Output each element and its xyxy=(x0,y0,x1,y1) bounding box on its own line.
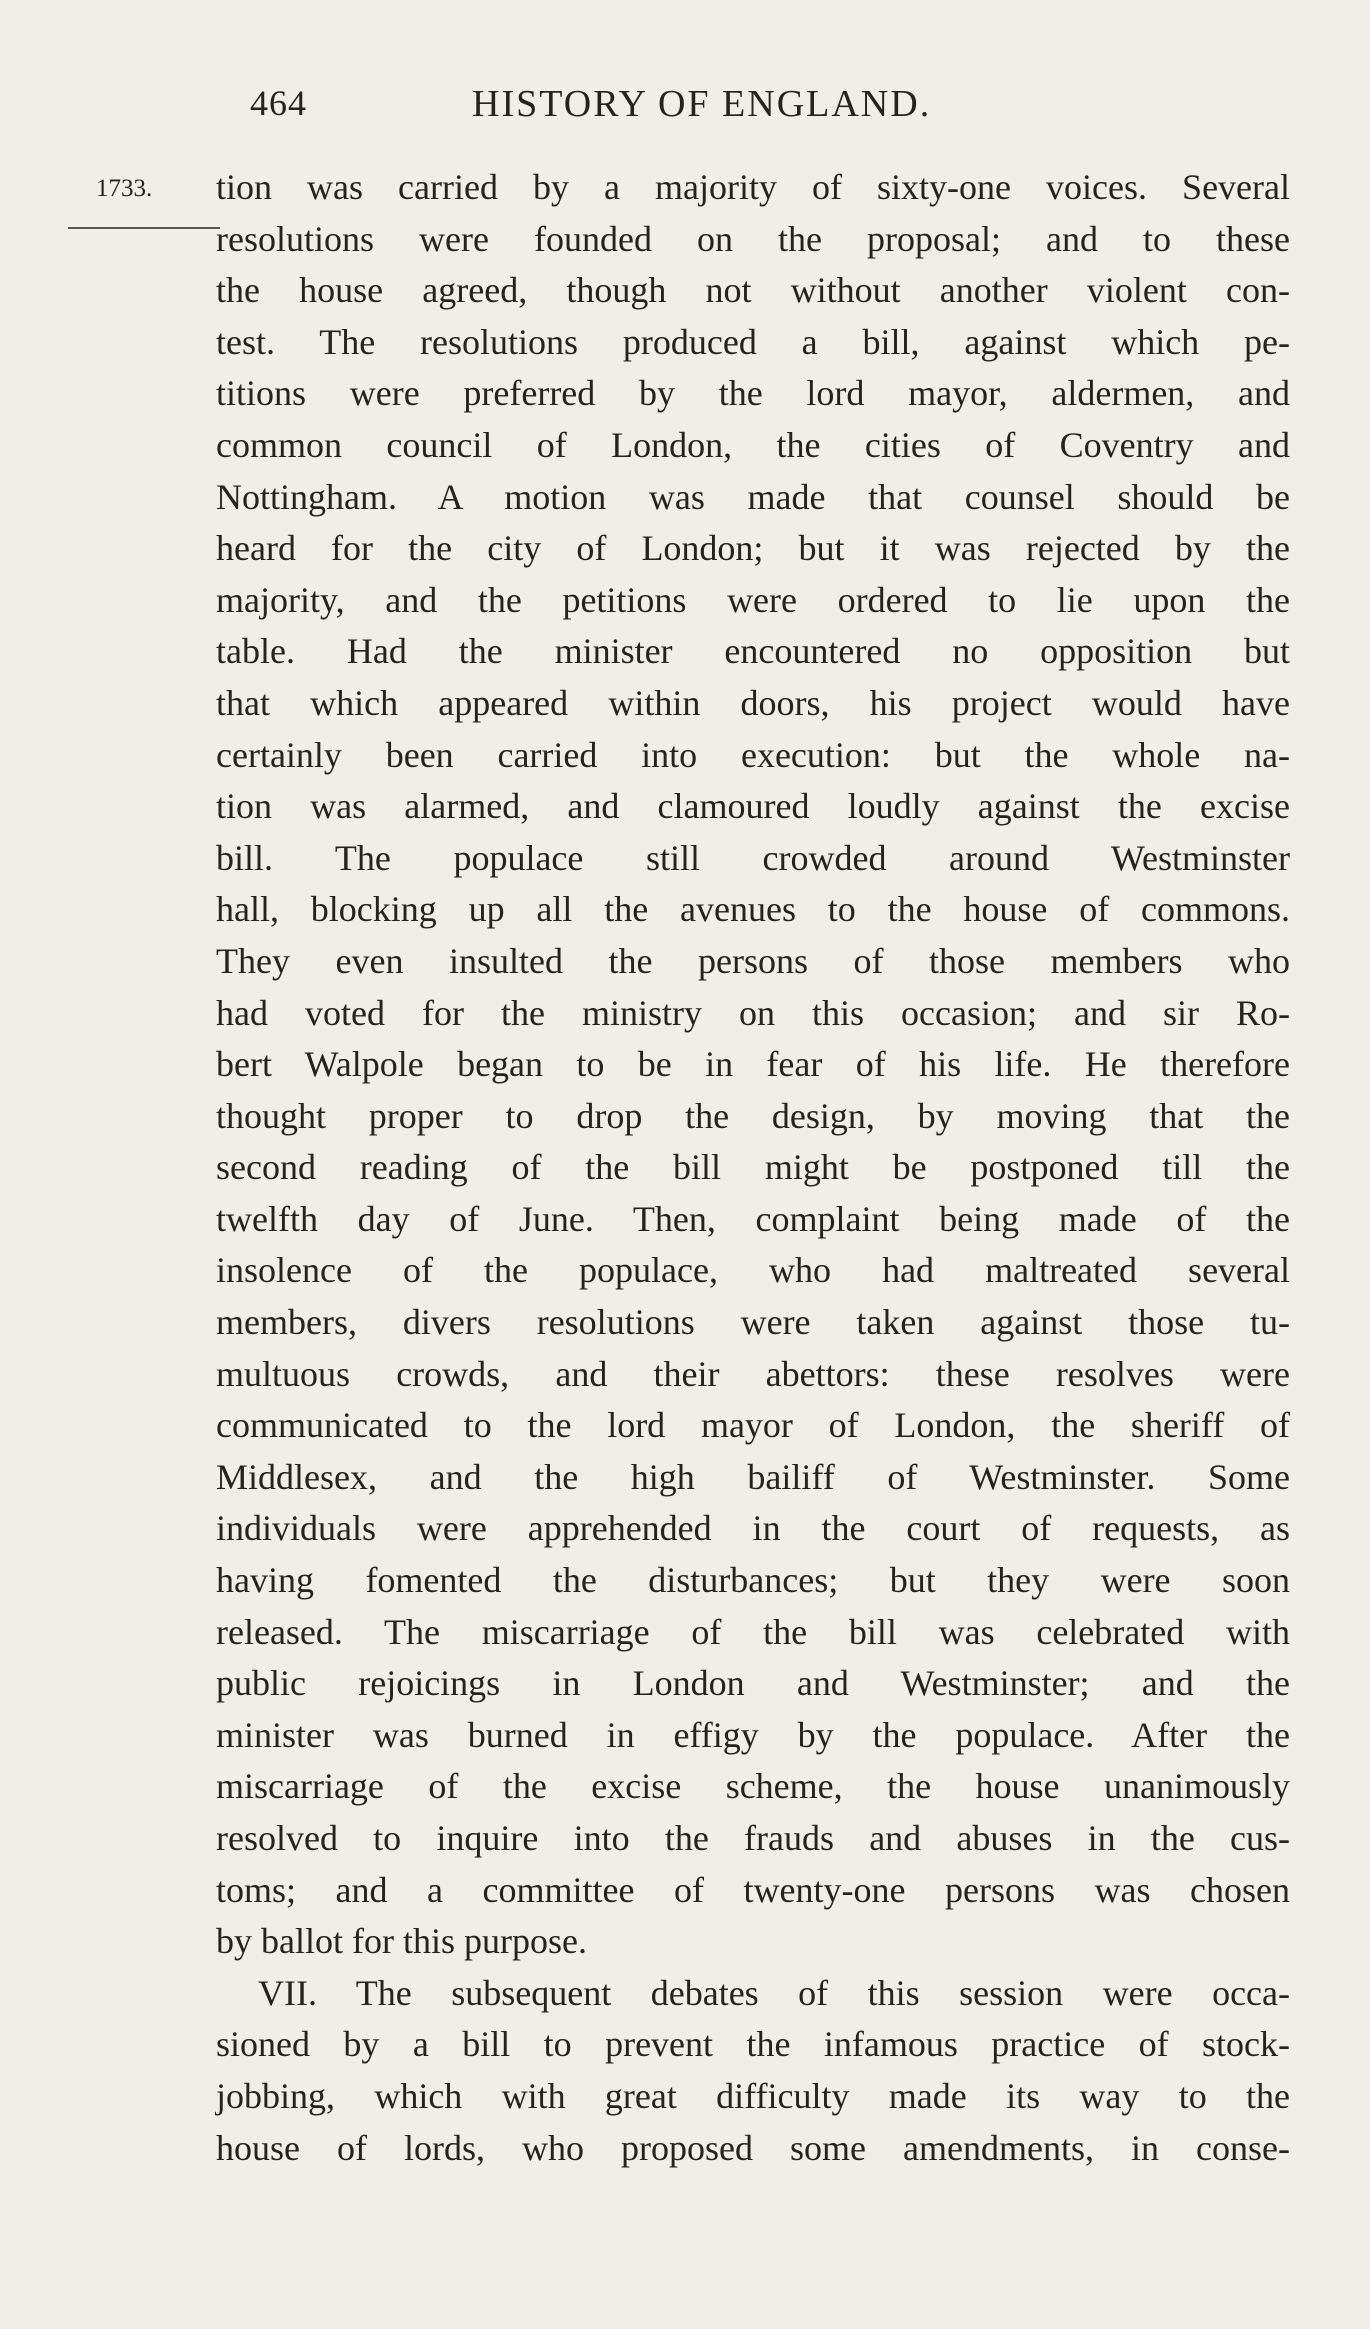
text-line: heard for the city of London; but it was rejected by the xyxy=(216,528,1290,569)
text-line: communicated to the lord mayor of London, the sheriff of xyxy=(216,1405,1290,1446)
text-line: insolence of the populace, who had maltreated several xyxy=(216,1250,1290,1291)
text-line: VII. The subsequent debates of this session were occa- xyxy=(258,1972,1290,2013)
text-line: the house agreed, though not without another violent con- xyxy=(216,270,1290,311)
text-line: that which appeared within doors, his project would have xyxy=(216,682,1290,723)
text-line: jobbing, which with great difficulty made its way to the xyxy=(216,2075,1290,2116)
text-line: common council of London, the cities of Coventry and xyxy=(216,424,1290,465)
text-line: tion was carried by a majority of sixty-one voices. Several xyxy=(216,167,1290,207)
text-line: bill. The populace still crowded around Westminster xyxy=(216,837,1290,878)
text-line: tion was alarmed, and clamoured loudly against the excise xyxy=(216,786,1290,827)
body-text xyxy=(216,162,1290,2174)
text-line: multuous crowds, and their abettors: these resolves were xyxy=(216,1353,1290,1394)
page-header xyxy=(250,82,1080,132)
text-line: test. The resolutions produced a bill, against which pe- xyxy=(216,321,1290,362)
text-line: table. Had the minister encountered no opposition but xyxy=(216,631,1290,672)
text-line: second reading of the bill might be postponed till the xyxy=(216,1147,1290,1188)
page-number: 464 xyxy=(250,83,307,123)
text-line: public rejoicings in London and Westminster; and the xyxy=(216,1663,1290,1704)
text-line: resolutions were founded on the proposal; and to these xyxy=(216,218,1290,259)
text-line: majority, and the petitions were ordered to lie upon the xyxy=(216,579,1290,620)
running-head: HISTORY OF ENGLAND. xyxy=(472,83,932,125)
text-line: minister was burned in effigy by the populace. After the xyxy=(216,1714,1290,1755)
text-line: They even insulted the persons of those members who xyxy=(216,940,1290,981)
text-line: Middlesex, and the high bailiff of Westminster. Some xyxy=(216,1456,1290,1497)
text-line: miscarriage of the excise scheme, the house unanimously xyxy=(216,1766,1290,1807)
margin-year: 1733. xyxy=(96,175,153,202)
text-line: individuals were apprehended in the court of requests, as xyxy=(216,1508,1290,1549)
text-line: by ballot for this purpose. xyxy=(216,1921,587,1962)
text-line: toms; and a committee of twenty-one persons was chosen xyxy=(216,1869,1290,1910)
text-line: thought proper to drop the design, by moving that the xyxy=(216,1095,1290,1136)
text-line: bert Walpole began to be in fear of his life. He therefore xyxy=(216,1044,1290,1085)
text-line: certainly been carried into execution: but the whole na- xyxy=(216,734,1290,775)
text-line: hall, blocking up all the avenues to the house of commons. xyxy=(216,889,1290,930)
text-line: house of lords, who proposed some amendments, in conse- xyxy=(216,2127,1290,2168)
text-line: titions were preferred by the lord mayor, aldermen, and xyxy=(216,373,1290,414)
text-line: had voted for the ministry on this occasion; and sir Ro- xyxy=(216,992,1290,1033)
text-line: Nottingham. A motion was made that counsel should be xyxy=(216,476,1290,517)
text-line: members, divers resolutions were taken against those tu- xyxy=(216,1302,1290,1343)
text-line: twelfth day of June. Then, complaint being made of the xyxy=(216,1198,1290,1239)
margin-rule xyxy=(68,227,220,229)
text-line: resolved to inquire into the frauds and abuses in the cus- xyxy=(216,1818,1290,1858)
text-line: released. The miscarriage of the bill was celebrated with xyxy=(216,1611,1290,1652)
text-line: sioned by a bill to prevent the infamous practice of stock- xyxy=(216,2024,1290,2065)
text-line: having fomented the disturbances; but they were soon xyxy=(216,1560,1290,1601)
